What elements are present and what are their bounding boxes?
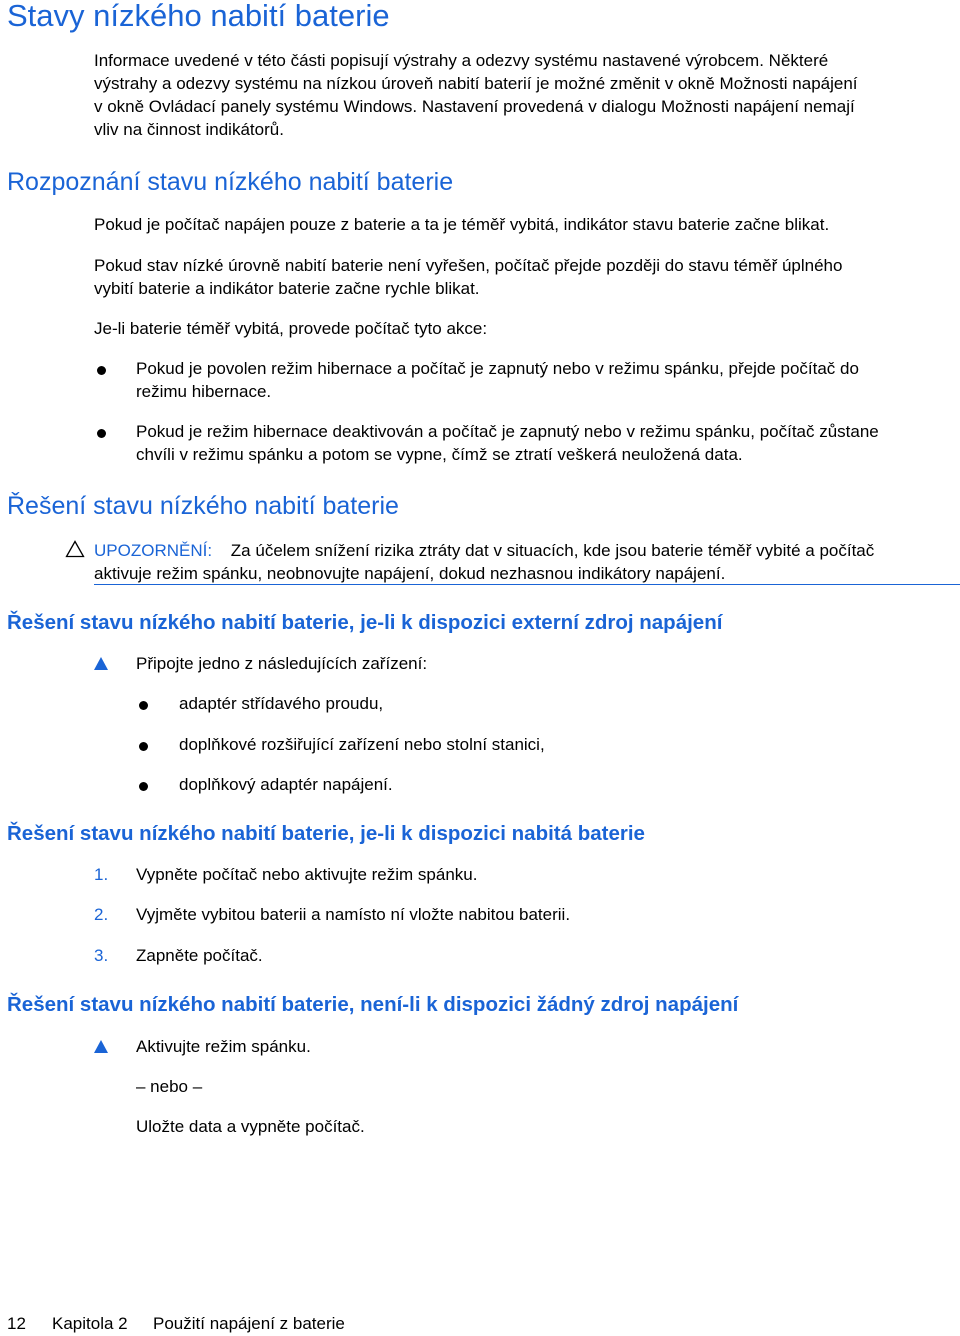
page-title: Stavy nízkého nabití baterie [7,0,390,33]
step-text: Vypněte počítač nebo aktivujte režim spánku. [136,865,478,884]
bullet-icon [139,701,148,710]
intro-line: vliv na činnost indikátorů. [94,120,284,139]
bullet-icon [97,429,106,438]
caution-rule [94,584,960,585]
caution-triangle-icon [65,540,85,558]
list-item-line: Pokud je povolen režim hibernace a počítač je zapnutý nebo v režimu spánku, přejde počítač do [136,359,859,378]
bullet-icon [139,782,148,791]
step-number: 1. [94,865,109,884]
step-triangle-icon [94,1040,108,1053]
alt-step-text: Uložte data a vypněte počítač. [136,1117,365,1136]
intro-line: Informace uvedené v této části popisují výstrahy a odezvy systému nastavené výrobcem. Některé [94,51,829,70]
list-item-line: chvíli v režimu spánku a potom se vypne, čímž se ztratí veškerá neuložená data. [136,445,743,464]
step-text: Aktivujte režim spánku. [136,1037,311,1056]
footer-chapter-title: Použití napájení z baterie [153,1314,345,1333]
caution-label: UPOZORNĚNÍ: [94,541,213,560]
list-item [136,357,960,403]
list-item-line: režimu hibernace. [136,382,272,401]
intro-paragraph [94,49,960,141]
list-item: doplňkový adaptér napájení. [179,775,393,794]
caution-line: aktivuje režim spánku, neobnovujte napájení, dokud nezhasnou indikátory napájení. [94,564,726,583]
step-text: Vyjměte vybitou baterii a namísto ní vložte nabitou baterii. [136,905,571,924]
step-number: 2. [94,905,109,924]
intro-line: v okně Ovládací panely systému Windows. Nastavení provedená v dialogu Možnosti napájení nemají [94,97,855,116]
list-item [136,420,960,466]
subheading-no-power: Řešení stavu nízkého nabití baterie, není-li k dispozici žádný zdroj napájení [7,993,739,1016]
section-heading-detect: Rozpoznání stavu nízkého nabití baterie [7,168,454,196]
list-item: adaptér střídavého proudu, [179,694,384,713]
step-triangle-icon [94,657,108,670]
list-item: doplňkové rozšiřující zařízení nebo stolní stanici, [179,735,545,754]
paragraph: Pokud je počítač napájen pouze z baterie a ta je téměř vybitá, indikátor stavu baterie začne blikat. [94,215,830,234]
subheading-external-power: Řešení stavu nízkého nabití baterie, je-li k dispozici externí zdroj napájení [7,611,723,634]
caution-line [94,539,960,562]
page-number: 12 [7,1314,26,1333]
bullet-icon [97,366,106,375]
step-number: 3. [94,946,109,965]
step-text: Připojte jedno z následujících zařízení: [136,654,428,673]
step-text: Zapněte počítač. [136,946,263,965]
list-item-line: Pokud je režim hibernace deaktivován a počítač je zapnutý nebo v režimu spánku, počítač zůstane [136,422,879,441]
paragraph: Je-li baterie téměř vybitá, provede počítač tyto akce: [94,319,488,338]
or-separator: – nebo – [136,1077,203,1096]
section-heading-resolve: Řešení stavu nízkého nabití baterie [7,492,399,520]
paragraph-line: Pokud stav nízké úrovně nabití baterie není vyřešen, počítač přejde později do stavu téměř úplného [94,256,843,275]
footer-chapter: Kapitola 2 [52,1314,128,1333]
intro-line: výstrahy a odezvy systému na nízkou úroveň nabití baterií je možné změnit v okně Možnosti napájení [94,74,858,93]
paragraph-line: vybití baterie a indikátor baterie začne rychle blikat. [94,279,480,298]
bullet-icon [139,742,148,751]
caution-text: Za účelem snížení rizika ztráty dat v situacích, kde jsou baterie téměř vybité a počítač [230,541,875,560]
paragraph [94,254,960,300]
subheading-charged-battery: Řešení stavu nízkého nabití baterie, je-li k dispozici nabitá baterie [7,822,645,845]
caution-note [94,539,960,585]
